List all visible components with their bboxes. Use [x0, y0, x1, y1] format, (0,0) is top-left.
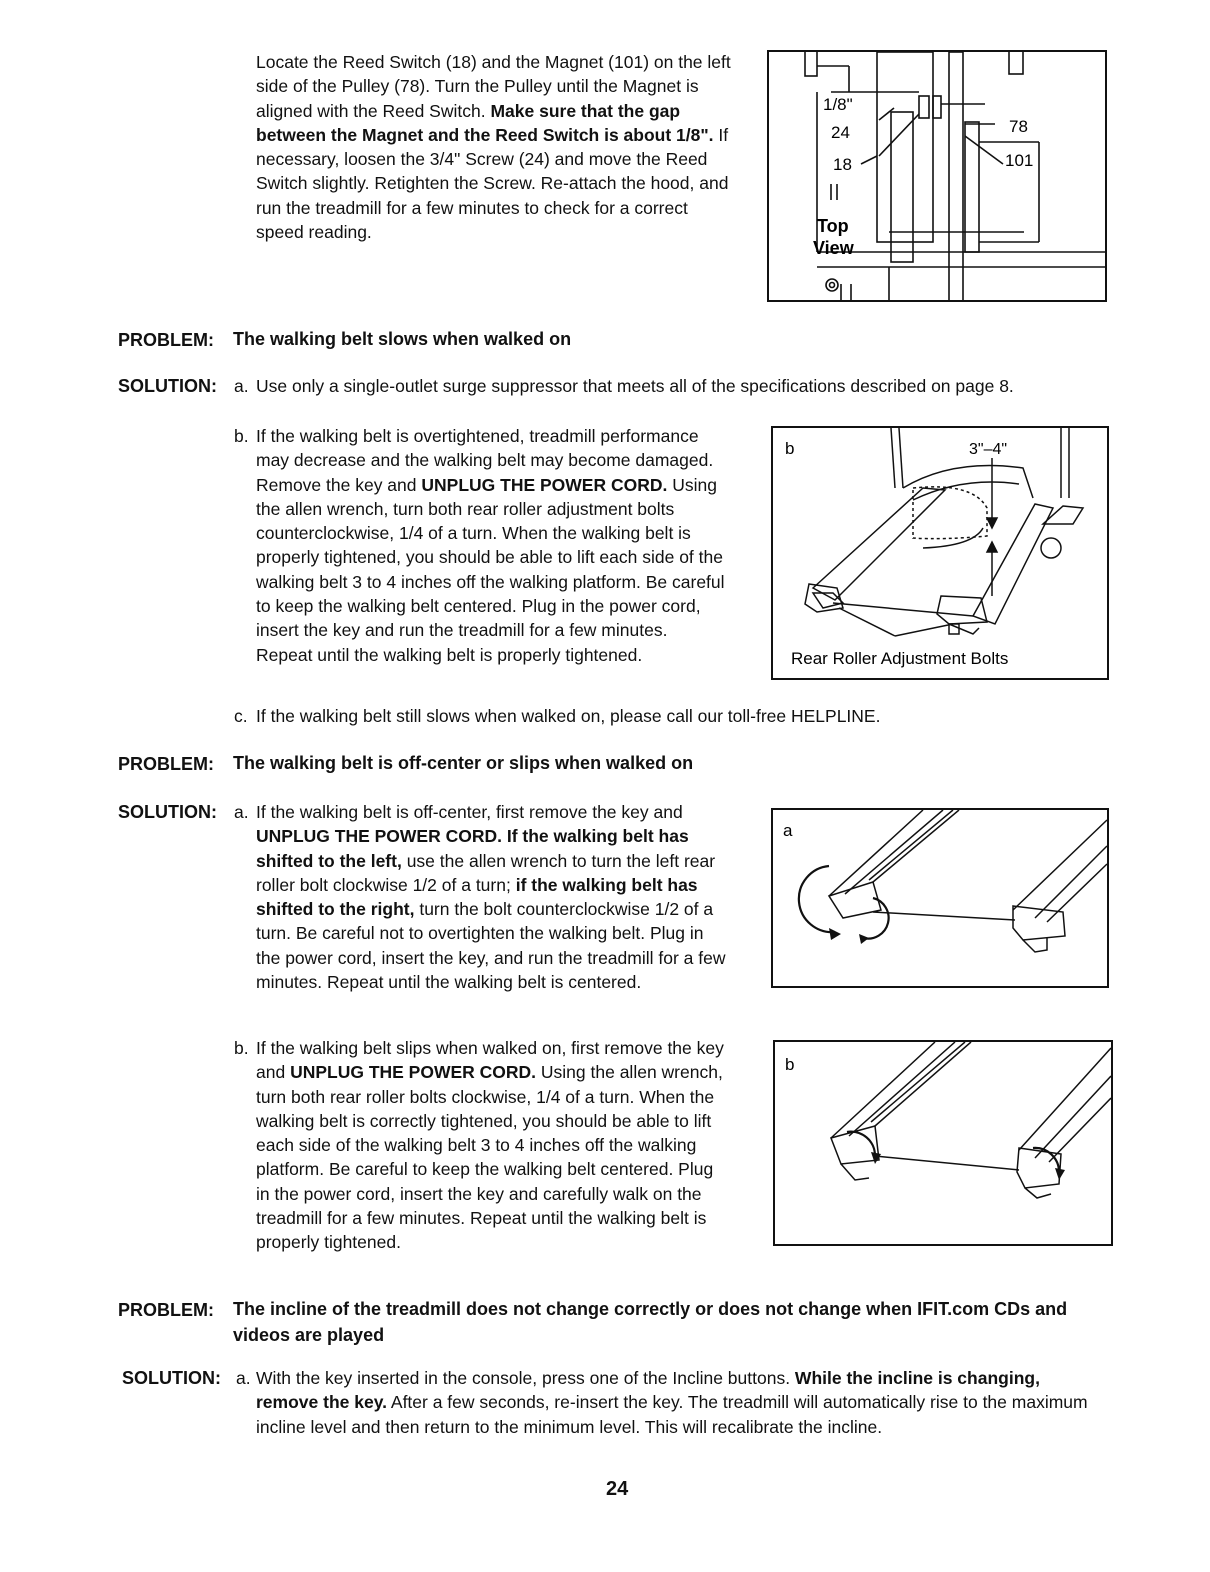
figure-caption: Rear Roller Adjustment Bolts	[791, 649, 1009, 668]
pulley-label: 78	[1009, 117, 1028, 136]
problem-title-3: The incline of the treadmill does not change correctly or does not change when IFIT.com CDs and videos are played	[233, 1299, 1068, 1345]
solution-label-1: SOLUTION:	[118, 376, 217, 396]
gap-label: 1/8"	[823, 95, 853, 114]
solution-1-b-letter: b.	[234, 426, 249, 446]
figure-letter-b-slips: b	[785, 1055, 795, 1074]
solution-1-a-letter: a.	[234, 376, 249, 396]
solution-1-b-text: If the walking belt is overtightened, treadmill performance may decrease and the walking belt may become damaged. Remove the key and UNPLUG THE POWER CORD. Using the allen wrench, turn both rear roller adjustment bolts counterclockwise, 1/4 of a turn. When the walking belt is properly tightened, you should be able to lift each side of the walking belt 3 to 4 inches off the walking platform. Be careful to keep the walking belt centered. Plug in the power cord, insert the key and run the treadmill for a few minutes. Repeat until the walking belt is properly tightened.	[256, 426, 725, 665]
figure-letter-a: a	[783, 821, 793, 840]
solution-label-2: SOLUTION:	[118, 802, 217, 822]
problem-label-2: PROBLEM:	[118, 754, 214, 774]
intro-paragraph: Locate the Reed Switch (18) and the Magnet (101) on the left side of the Pulley (78). Turn the Pulley until the Magnet is aligned with the Reed Switch. Make sure that the gap between the Magnet and the Reed Switch is about 1/8". If necessary, loosen the 3/4" Screw (24) and move the Reed Switch slightly. Retighten the Screw. Re-attach the hood, and run the treadmill for a few minutes to check for a correct speed reading.	[256, 52, 731, 243]
solution-1-c-text: If the walking belt still slows when walked on, please call our toll-free HELPLINE.	[256, 706, 881, 726]
belt-lift-measure: 3"–4"	[969, 441, 1008, 458]
figure-belt-tension	[771, 426, 1109, 680]
figure-top-view	[767, 50, 1107, 302]
off-center-drawing	[773, 810, 1107, 986]
solution-2-b-letter: b.	[234, 1038, 249, 1058]
problem-title-2: The walking belt is off-center or slips when walked on	[233, 753, 694, 773]
solution-1-a-text: Use only a single-outlet surge suppressor that meets all of the specifications described on page 8.	[256, 376, 1014, 396]
solution-1-c-letter: c.	[234, 706, 248, 726]
problem-label-3: PROBLEM:	[118, 1300, 214, 1320]
problem-title-1: The walking belt slows when walked on	[233, 329, 572, 349]
solution-label-3: SOLUTION:	[122, 1368, 221, 1388]
figure-letter-b: b	[785, 439, 795, 458]
figure-off-center	[771, 808, 1109, 988]
magnet-label: 101	[1005, 151, 1034, 170]
solution-3-a-letter: a.	[236, 1368, 251, 1388]
solution-2-a-text: If the walking belt is off-center, first remove the key and UNPLUG THE POWER CORD. If the walking belt has shifted to the left, use the allen wrench to turn the left rear roller bolt clockwise 1/2 of a turn; if the walking belt has shifted to the right, turn the bolt counterclockwise 1/2 of a turn. Be careful not to overtighten the walking belt. Plug in the power cord, insert the key, and run the treadmill for a few minutes. Repeat until the walking belt is centered.	[256, 802, 726, 993]
page-number: 24	[606, 1478, 629, 1500]
view-label-view: View	[813, 238, 854, 258]
reed-switch-label: 18	[833, 155, 852, 174]
solution-2-a-letter: a.	[234, 802, 249, 822]
solution-2-b-text: If the walking belt slips when walked on, first remove the key and UNPLUG THE POWER CORD. Using the allen wrench, turn both rear roller bolts clockwise, 1/4 of a turn. When the walking belt is correctly tightened, you should be able to lift each side of the walking belt 3 to 4 inches off the walking platform. Be careful to keep the walking belt centered. Plug in the power cord, insert the key and carefully walk on the treadmill for a few minutes. Repeat until the walking belt is properly tightened.	[256, 1038, 724, 1253]
problem-label-1: PROBLEM:	[118, 330, 214, 350]
figure-belt-slips	[773, 1040, 1113, 1246]
top-view-drawing	[769, 52, 1105, 300]
belt-slips-drawing	[775, 1042, 1111, 1244]
belt-tension-drawing	[773, 428, 1107, 678]
view-label-top: Top	[817, 216, 849, 236]
solution-3-a-text: With the key inserted in the console, press one of the Incline buttons. While the incline is changing, remove the key. After a few seconds, re-insert the key. The treadmill will automatically rise to the maximum incline level and then return to the minimum level. This will recalibrate the incline.	[256, 1368, 1088, 1437]
screw-label: 24	[831, 123, 850, 142]
